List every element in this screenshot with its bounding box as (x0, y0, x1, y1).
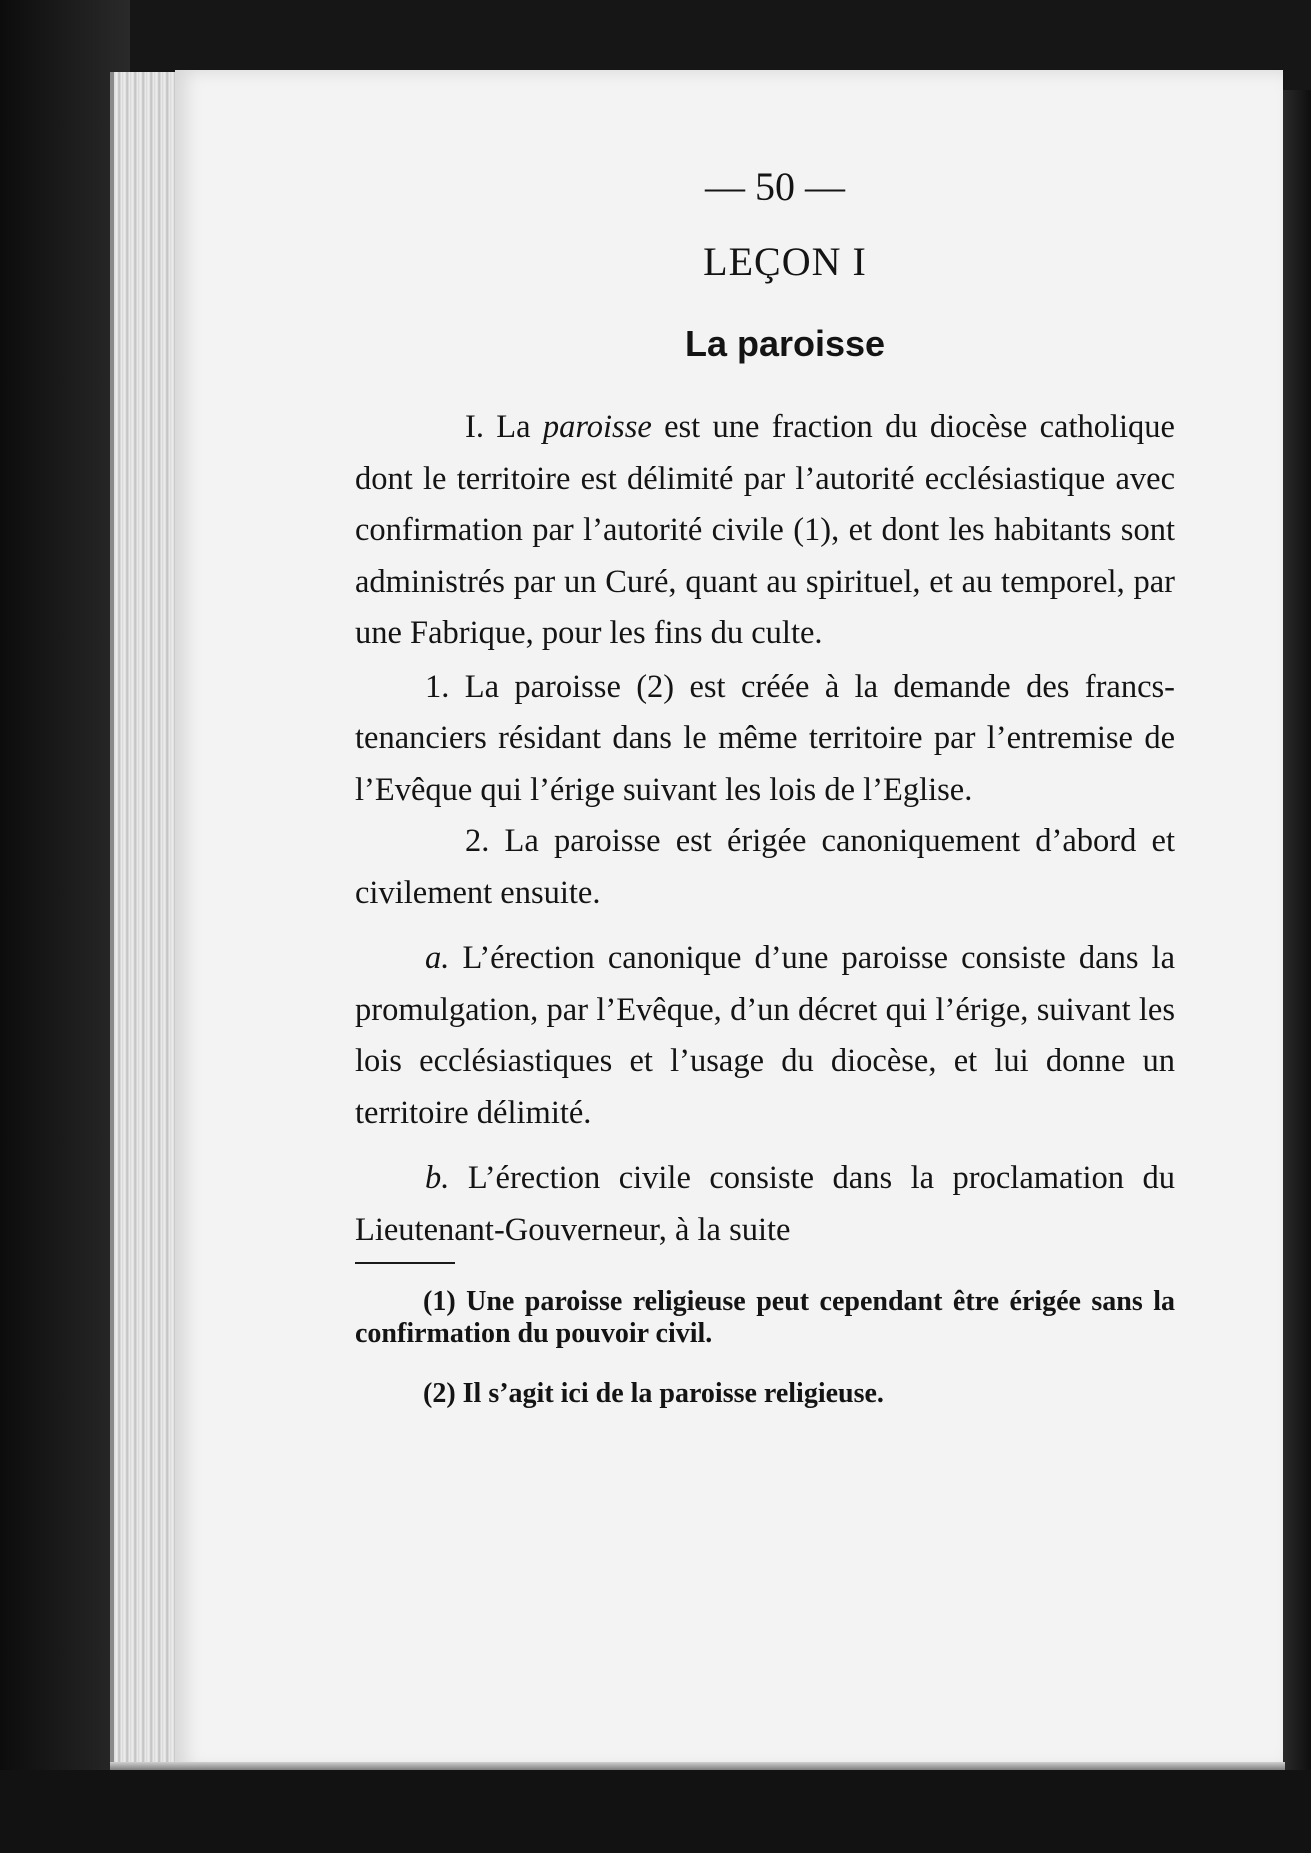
paragraph-number: I. La (465, 409, 543, 445)
paragraph-2: 2. La paroisse est érigée canoniquement d’abord et civilement ensuite. (355, 823, 1175, 911)
paragraph-1: 1. La paroisse (2) est créée à la demande des francs-tenanciers résidant dans le même territoire par l’entremise de l’Evêque qui l’érige suivant les lois de l’Eglise. (355, 668, 1175, 808)
chapter-title: La paroisse (684, 323, 886, 364)
paragraph-b-label: b. (425, 1160, 450, 1196)
paragraph-a-label: a. (425, 940, 450, 976)
page-number: — 50 — (705, 164, 845, 209)
paragraph-definition (355, 402, 1175, 660)
defined-term: paroisse (542, 409, 652, 445)
footnote-1: (1) Une paroisse religieuse peut cependant être érigée sans la confirmation du pouvoir civil. (355, 1286, 1175, 1349)
paragraph-a (355, 933, 1175, 1139)
page-right-edge (1283, 90, 1311, 1770)
paragraph-text: est une fraction du diocèse catholique dont le territoire est délimité par l’autorité ecclésiastique avec confirmation par l’autorité civile (1), et dont les habitants sont administrés par un Curé, quant au spirituel, et au temporel, par une Fabrique, pour les fins du culte. (355, 409, 1175, 651)
paragraph-b (355, 1153, 1175, 1256)
lesson-heading: LEÇON I (703, 239, 867, 284)
paragraph-b-text: L’érection civile consiste dans la proclamation du Lieutenant-Gouverneur, à la suite (355, 1160, 1175, 1248)
footnote-2: (2) Il s’agit ici de la paroisse religieuse. (423, 1378, 884, 1409)
footnote-rule (355, 1262, 455, 1264)
page-content (355, 160, 1175, 1438)
bottom-background (0, 1770, 1311, 1853)
paragraph-a-text: L’érection canonique d’une paroisse consiste dans la promulgation, par l’Evêque, d’un décret qui l’érige, suivant les lois ecclésiastiques et l’usage du diocèse, et lui donne un territoire délimité. (355, 940, 1175, 1131)
